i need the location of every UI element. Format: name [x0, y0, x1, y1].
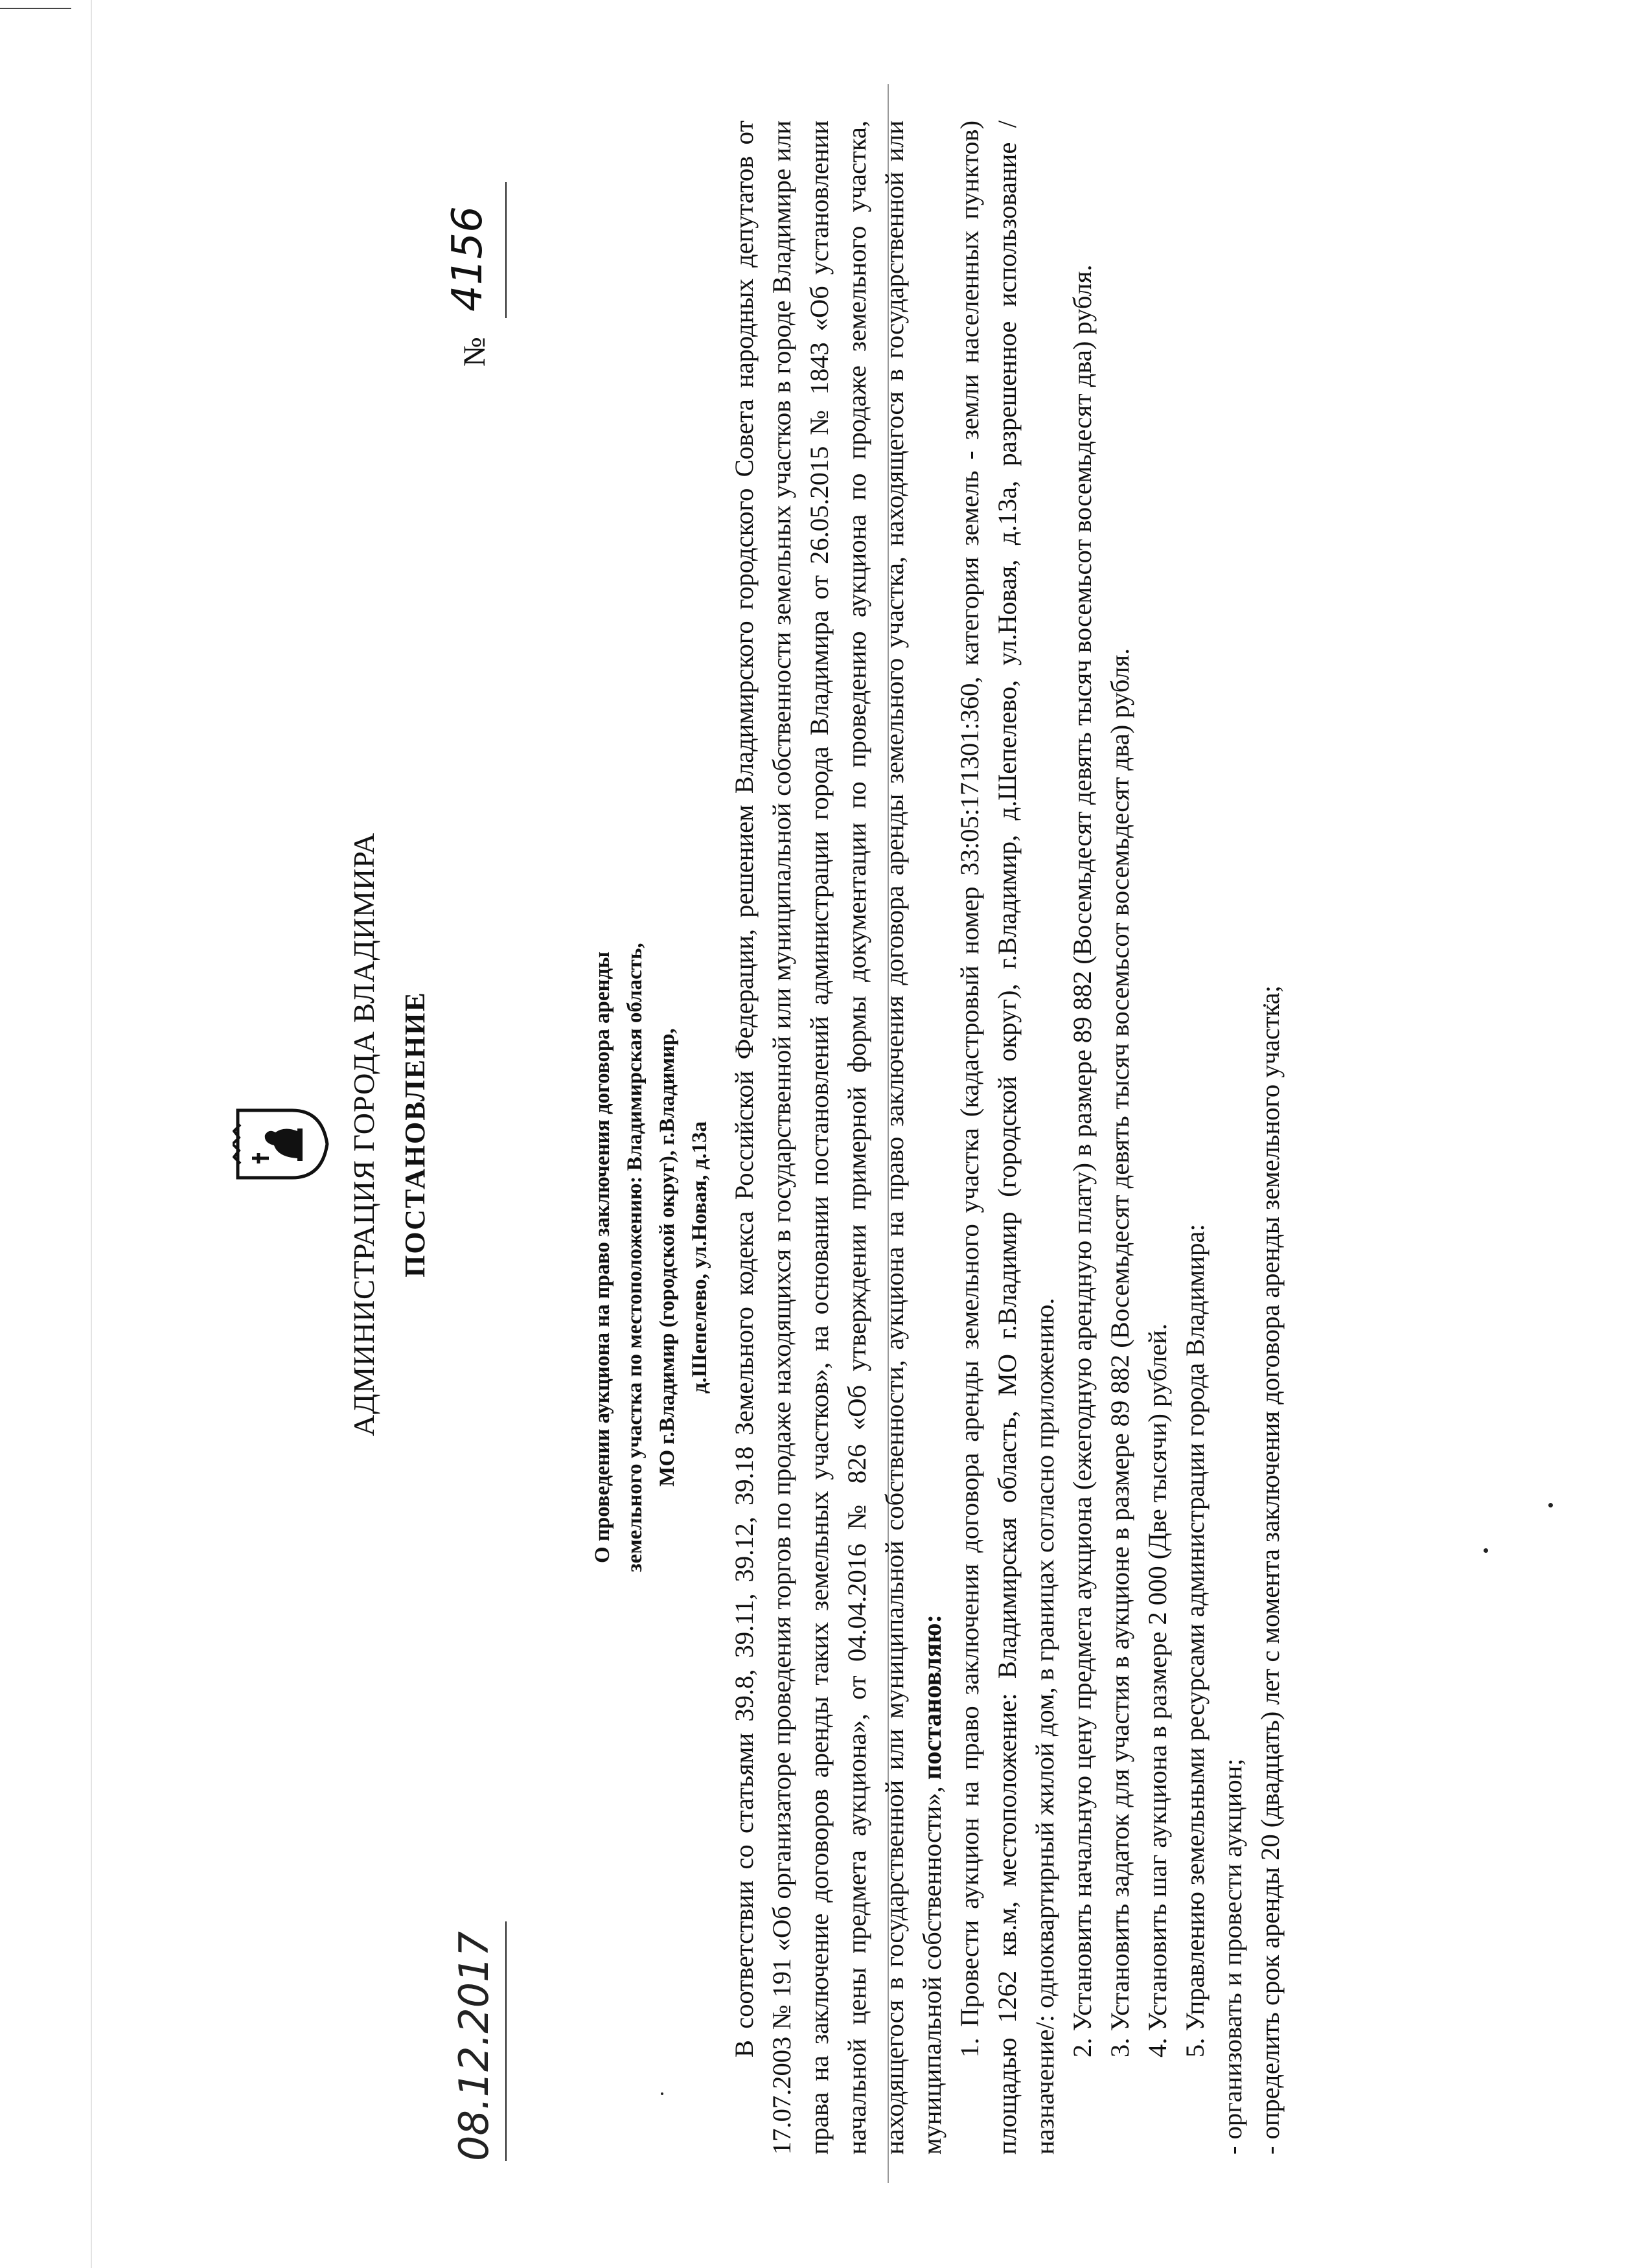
- title-line: О проведении аукциона на право заключения договора аренды: [591, 951, 614, 1563]
- date-underline: [505, 1921, 507, 2161]
- document-title: [586, 723, 716, 1792]
- paragraph-item-5b: - определить срок аренды 20 (двадцать) лет с момента заключения договора аренды земельного участка;: [1256, 985, 1285, 2155]
- coat-of-arms-icon: [233, 1105, 330, 1183]
- number-underline: [505, 182, 507, 318]
- document-type: ПОСТАНОВЛЕНИЕ: [399, 991, 431, 1277]
- document-date: 08.12.2017: [450, 1930, 498, 2161]
- number-label: №: [457, 336, 492, 367]
- paragraph-item-3: 3. Установить задаток для участия в аукционе в размере 89 882 (Восемьдесят девять тысяч восемьсот восемьдесят два) рубля.: [1105, 648, 1134, 2057]
- decree-word: постановляю:: [917, 1614, 946, 1780]
- document-page: [211, 23, 1441, 2245]
- title-line: земельного участка по местоположению: Владимирская область,: [623, 942, 647, 1572]
- title-line: МО г.Владимир (городской округ), г.Владимир,: [656, 1027, 679, 1487]
- paragraph-item-5a: - организовать и провести аукцион;: [1218, 1758, 1247, 2155]
- paragraph-item-4: 4. Установить шаг аукциона в размере 2 000 (Две тысячи) рублей.: [1143, 1323, 1172, 2057]
- preamble-paragraph: [726, 120, 951, 2155]
- paragraph-item-1: 1. Провести аукцион на право заключения договора аренды земельного участка (кадастровый номер 33:05:171301:360, категория земель - земли населенных пунктов) площадью 1262 кв.м, местоположение: Владимирская область, МО г.Владимир (городской округ), г.Владимир, д.Шепелево, ул.Новая, д.13а, разрешенное использование /назначение/: одноквартирный жилой дом, в границах согласно приложению.: [955, 120, 1059, 2155]
- document-body: [726, 120, 1289, 2155]
- paragraph-item-2: 2. Установить начальную цену предмета аукциона (ежегодную арендную плату) в размере 89 882 (Восемьдесят девять тысяч восемьсот восемьдесят два) рубля.: [1068, 264, 1097, 2057]
- organization-name: АДМИНИСТРАЦИЯ ГОРОДА ВЛАДИМИРА: [347, 832, 380, 1436]
- document-number: 4156: [444, 205, 492, 312]
- title-line: д.Шепелево, ул.Новая, д.13а: [688, 1121, 711, 1393]
- preamble-text: В соответствии со статьями 39.8, 39.11, 39.12, 39.18 Земельного кодекса Российской Федерации, решением Владимирского городского Совета народных депутатов от 17.07.2003 № 191 «Об организаторе проведения торгов по продаже находящихся в государственной или муниципальной собственности земельных участков в городе Владимире или права на заключение договоров аренды таких земельных участков», на основании постановлений администрации города Владимира от 26.05.2015 № 1843 «Об установлении начальной цены предмета аукциона», от 04.04.2016 № 826 «Об утверждении примерной формы документации по проведению аукциона по продаже земельного участка, находящегося в государственной или муниципальной собственности, аукциона на право заключения договора аренды земельного участка, находящегося в государственной или муниципальной собственности»,: [729, 120, 946, 2155]
- paragraph-item-5: 5. Управлению земельными ресурсами администрации города Владимира:: [1180, 1223, 1210, 2057]
